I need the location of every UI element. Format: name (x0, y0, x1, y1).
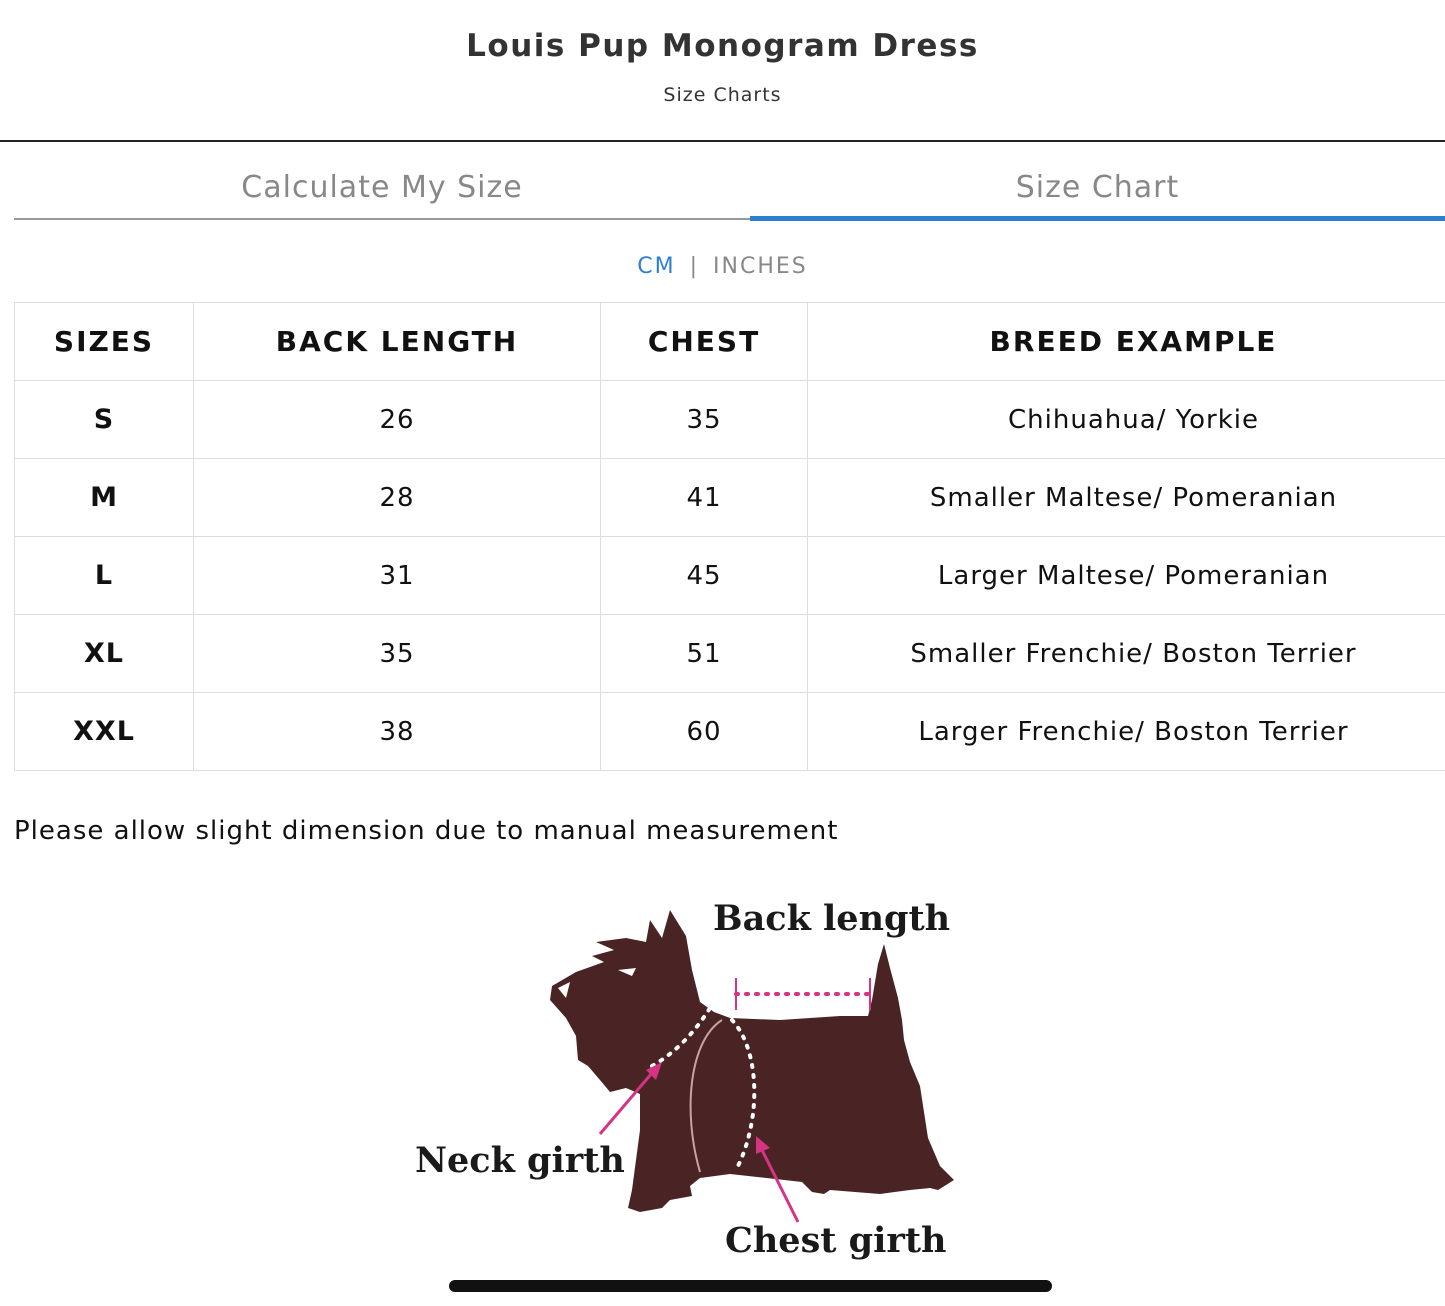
breed-cell: Chihuahua/ Yorkie (808, 381, 1445, 459)
table-row (15, 459, 1445, 537)
chest-cell: 51 (601, 615, 808, 693)
breed-cell: Larger Maltese/ Pomeranian (808, 537, 1445, 615)
neck-girth-label: Neck girth (415, 1140, 625, 1181)
chest-girth-label: Chest girth (725, 1220, 947, 1261)
size-cell: XL (15, 615, 194, 693)
tab-bar (14, 160, 1445, 222)
back-length-cell: 26 (194, 381, 601, 459)
column-header-chest: CHEST (601, 303, 808, 381)
back-length-label: Back length (713, 898, 951, 939)
breed-cell: Larger Frenchie/ Boston Terrier (808, 693, 1445, 771)
chest-cell: 60 (601, 693, 808, 771)
size-cell: S (15, 381, 194, 459)
unit-inches-option[interactable]: INCHES (713, 254, 808, 279)
chest-cell: 45 (601, 537, 808, 615)
table-row (15, 615, 1445, 693)
page-header (0, 0, 1445, 142)
back-length-cell: 35 (194, 615, 601, 693)
back-length-cell: 38 (194, 693, 601, 771)
size-cell: L (15, 537, 194, 615)
table-row (15, 381, 1445, 459)
tab-size-chart[interactable]: Size Chart (750, 160, 1445, 221)
measurement-diagram (400, 890, 960, 1270)
table-row (15, 537, 1445, 615)
scottie-dog-illustration (400, 890, 960, 1270)
tab-calculate-my-size[interactable]: Calculate My Size (14, 160, 750, 220)
home-indicator[interactable] (449, 1280, 1052, 1292)
page-subtitle: Size Charts (663, 84, 782, 106)
breed-cell: Smaller Maltese/ Pomeranian (808, 459, 1445, 537)
column-header-back-length: BACK LENGTH (194, 303, 601, 381)
back-length-cell: 31 (194, 537, 601, 615)
chest-cell: 35 (601, 381, 808, 459)
chest-cell: 41 (601, 459, 808, 537)
unit-separator: | (689, 254, 700, 279)
size-cell: XXL (15, 693, 194, 771)
size-cell: M (15, 459, 194, 537)
breed-cell: Smaller Frenchie/ Boston Terrier (808, 615, 1445, 693)
unit-cm-option[interactable]: CM (637, 254, 676, 279)
back-length-cell: 28 (194, 459, 601, 537)
unit-toggle (0, 254, 1445, 279)
table-header-row (15, 303, 1445, 381)
column-header-sizes: SIZES (15, 303, 194, 381)
product-title: Louis Pup Monogram Dress (466, 28, 979, 64)
column-header-breed-example: BREED EXAMPLE (808, 303, 1445, 381)
size-chart-table (14, 302, 1445, 771)
measurement-note: Please allow slight dimension due to manual measurement (14, 816, 839, 846)
table-row (15, 693, 1445, 771)
